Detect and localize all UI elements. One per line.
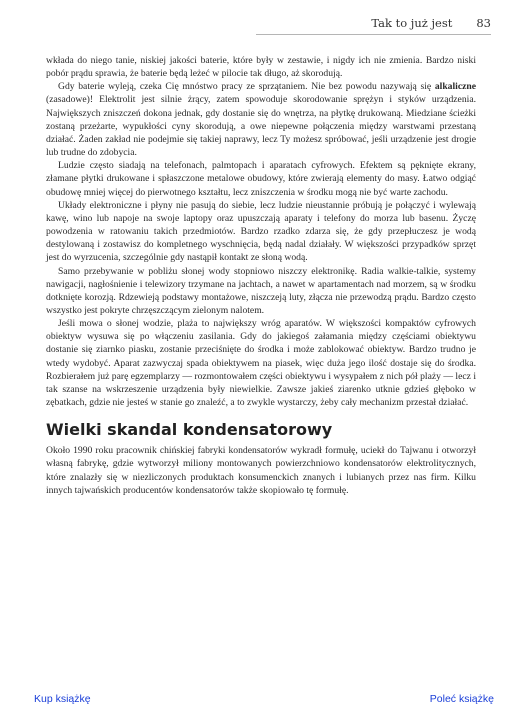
paragraph-5: Samo przebywanie w pobliżu słonej wody stopniowo niszczy elektronikę. Radia walkie-talkie, systemy nawigacji, nagłośnienie i telewizory trzymane na jachtach, a nawet w apartamentach nad morzem, są w środku dotknięte korozją. Rdzewieją podstawy montażowe, niszczeją luty, złącza nie przewodzą prądu. Bardzo często wszystko jest pokryte chrzęszczącym zielonym nalotem. xyxy=(46,265,476,316)
running-header xyxy=(371,16,491,30)
body-text xyxy=(46,54,476,497)
chapter-title: Tak to już jest xyxy=(371,16,453,30)
paragraph-6: Jeśli mowa o słonej wodzie, plaża to największy wróg aparatów. W większości kompaktów cyfrowych obiektyw wysuwa się po włączeniu zasilania. Gdy do jakiegoś załamania między częściami obiektywu dostanie się ziarnko piasku, zostanie przeciśnięte do środka i może zablokować obiektyw. Bardzo trudno je wtedy wydobyć. Aparat zazwyczaj spada obiektywem na piasek, więc duża jego ilość dostaje się do środka. Rozbierałem już parę egzemplarzy — rozmontowałem części obiektywu i wysypałem z nich pół plaży — lecz i tak szanse na wskrzeszenie urządzenia były niewielkie. Zawsze jakieś ziarenko utknie gdzieś głęboko w zębatkach, gdzie nie jesteś w stanie go znaleźć, a to zwykle wystarczy, żeby cały mechanizm przestał działać. xyxy=(46,318,476,409)
paragraph-3: Ludzie często siadają na telefonach, palmtopach i aparatach cyfrowych. Efektem są pęknięte ekrany, złamane płytki drukowane i spłaszczone metalowe obudowy, które zwierają elementy do masy. Łatwo odgiąć obudowę mniej więcej do pierwotnego kształtu, lecz zniszczenia w środku mogą nie być warte zachodu. xyxy=(46,160,476,198)
paragraph-2: Gdy baterie wyleją, czeka Cię mnóstwo pracy ze sprzątaniem. Nie bez powodu nazywają się alkaliczne (zasadowe)! Elektrolit jest silnie żrący, zatem spowoduje skorodowanie sprężyn i styków urządzenia. Największych zniszczeń dokona jednak, gdy dostanie się do wnętrza, na płytkę drukowaną. Miedziane ścieżki zostaną przeżarte, wypukłości cyny skorodują, a owe niepewne połączenia między warstwami przestaną działać. Żaden zakład nie podejmie się takiej naprawy, lecz Ty możesz spróbować, jeśli urządzenie jest drogie lub trudne do zdobycia. xyxy=(46,81,476,159)
paragraph-1: wkłada do niego tanie, niskiej jakości baterie, które były w zestawie, i nigdy ich nie zmienia. Bardzo niski pobór prądu sprawia, że baterie będą leżeć w pilocie tak długo, aż skorodują. xyxy=(46,55,476,80)
header-rule xyxy=(256,34,491,35)
section-paragraph: Około 1990 roku pracownik chińskiej fabryki kondensatorów wykradł formułę, uciekł do Tajwanu i otworzył własną fabrykę, gdzie wytworzył miliony montowanych powierzchniowo kondensatorów elektrolitycznych, które znalazły się w niezliczonych produktach konsumenckich znanych i lubianych przez nas firm. Kilku innych tajwańskich producentów kondensatorów także skopiowało tę formułę. xyxy=(46,445,476,496)
page-number: 83 xyxy=(476,16,491,30)
emphasis-alkaliczne: alkaliczne xyxy=(434,81,476,93)
recommend-book-link[interactable]: Poleć książkę xyxy=(429,693,494,705)
section-heading: Wielki skandal kondensatorowy xyxy=(46,420,333,440)
buy-book-link[interactable]: Kup książkę xyxy=(34,693,91,705)
paragraph-4: Układy elektroniczne i płyny nie pasują do siebie, lecz ludzie nieustannie próbują je połączyć i wylewają kawę, wino lub napoje na swoje laptopy oraz upuszczają aparaty i telefony do morza lub basenu. Życzę powodzenia w ratowaniu takich przedmiotów. Bardzo rzadko zdarza się, że gdy przepłuczesz je wodą destylowaną i zostawisz do kompletnego wyschnięcia, będą nadal działały. W większości przypadków sprzęt jest do wyrzucenia, szczególnie gdy nastąpił kontakt ze słoną wodą. xyxy=(46,199,476,264)
